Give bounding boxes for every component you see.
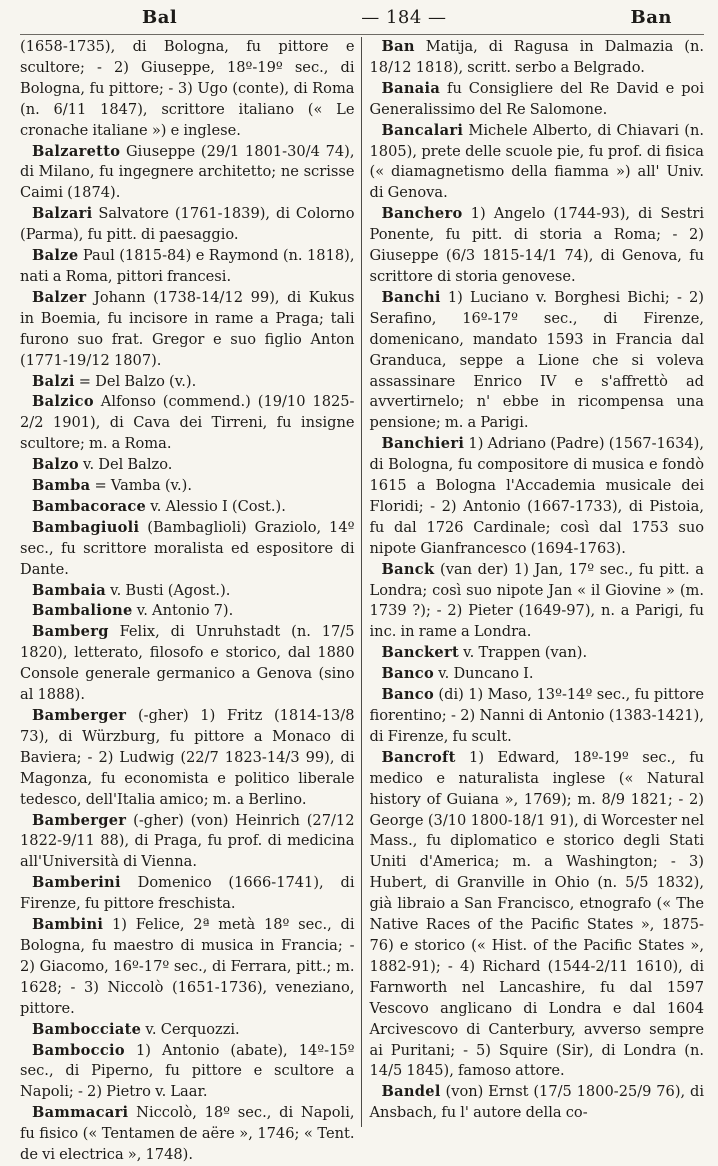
dictionary-entry <box>370 748 705 1083</box>
entry-headword: Balzari <box>32 205 93 223</box>
page-header <box>20 0 704 35</box>
dictionary-entry <box>370 204 705 288</box>
two-column-body <box>20 37 704 1164</box>
entry-headword: Banchieri <box>381 435 465 453</box>
entry-text: Alfonso (commend.) (19/10 1825-2/2 1901), di Cava dei Tirreni, fu insigne scultore; m. a Roma. <box>20 393 355 453</box>
dictionary-entry <box>20 706 355 811</box>
entry-text: v. Busti (Agost.). <box>106 581 231 599</box>
entry-text: 1) Edward, 18º-19º sec., fu medico e naturalista inglese (« Natural history of Guiana », 1769); m. 8/9 1821; - 2) George (3/10 1800-18/1 91), di Worcester nel Mass., fu diplomatico e storico degli Stati Uniti d'America; m. a Washington; - 3) Hubert, di Granville in Ohio (n. 5/5 1832), già libraio a San Francisco, etnografo (« The Native Races of the Pacific States », 1875-76) e storico (« Hist. of the Pacific States », 1882-91); - 4) Richard (1544-2/11 1610), di Farnworth nel Lancashire, fu dal 1597 Vescovo anglicano di Londra e dal 1604 Arcivescovo di Canterbury, avverso sempre ai Puritani; - 5) Squire (Sir), di Londra (n. 14/5 1845), famoso attore. <box>369 748 704 1080</box>
entry-headword: Bambaia <box>32 581 106 599</box>
entry-text: Domenico (1666-1741), di Firenze, fu pittore freschista. <box>20 874 355 913</box>
entry-headword: Banco <box>381 686 435 704</box>
dictionary-entry <box>20 873 355 915</box>
entry-text: Salvatore (1761-1839), di Colorno (Parma), fu pitt. di paesaggio. <box>20 205 355 244</box>
entry-headword: Bamba <box>32 477 91 495</box>
entry-headword: Balzaretto <box>32 142 121 160</box>
entry-text: Felix, di Unruhstadt (n. 17/5 1820), letterato, filosofo e storico, dal 1880 Console generale germanico a Genova (sino al 1888). <box>20 623 355 704</box>
entry-headword: Banco <box>381 665 435 683</box>
entry-text: (von) Ernst (17/5 1800-25/9 76), di Ansbach, fu l' autore della co- <box>369 1083 704 1122</box>
entry-text: 1) Luciano v. Borghesi Bichi; - 2) Serafino, 16º-17º sec., di Firenze, domenicano, mandato 1593 in Francia dal Granduca, seppe a Lione che si voleva assassinare Enrico IV e s'affrettò ad avvertirnelo; n' ebbe in ricompensa una pensione; m. a Parigi. <box>369 288 704 432</box>
entry-text: v. Trappen (van). <box>459 644 588 662</box>
entry-headword: Balzo <box>32 456 79 474</box>
dictionary-entry <box>370 560 705 644</box>
entry-text: Paul (1815-84) e Raymond (n. 1818), nati a Roma, pittori francesi. <box>20 247 355 285</box>
entry-headword: Banchero <box>381 205 463 223</box>
right-column <box>362 37 705 1127</box>
dictionary-entry <box>370 643 705 664</box>
entry-text: 1) Antonio (abate), 14º-15º sec., di Piperno, fu pittore e scultore a Napoli; - 2) Pietro v. Laar. <box>20 1041 355 1101</box>
entry-text: (-gher) (von) Heinrich (27/12 1822-9/11 88), di Praga, fu prof. di medicina all'Università di Vienna. <box>20 811 355 871</box>
entry-text: Michele Alberto, di Chiavari (n. 1805), prete delle scuole pie, fu prof. di fisica (« diamagnetismo della fiamma ») all' Univ. di Genova. <box>369 121 704 202</box>
entry-text: (-gher) 1) Fritz (1814-13/8 73), di Würzburg, fu pittore a Monaco di Baviera; - 2) Ludwig (22/7 1823-14/3 99), di Magonza, fu economista e politico liberale tedesco, dell'Italia amico; m. a Berlino. <box>20 707 355 808</box>
left-column <box>20 37 362 1164</box>
entry-text: v. Del Balzo. <box>78 456 173 474</box>
dictionary-entry <box>20 497 355 518</box>
entry-text: (van der) 1) Jan, 17º sec., fu pitt. a Londra; così suo nipote Jan « il Giovine » (m. 1739 ?); - 2) Pieter (1649-97), n. a Parigi, fu inc. in rame a Londra. <box>369 560 704 641</box>
entry-text: v. Cerquozzi. <box>141 1020 240 1038</box>
entry-text: Niccolò, 18º sec., di Napoli, fu fisico (« Tentamen de aëre », 1746; « Tent. de vi electrica », 1748). <box>20 1104 355 1164</box>
entry-headword: Banck <box>381 560 435 578</box>
entry-headword: Bamberger <box>32 811 127 829</box>
entry-headword: Bancalari <box>381 121 464 139</box>
entry-headword: Bamberger <box>32 707 127 724</box>
entry-headword: Bambacorace <box>32 497 147 515</box>
dictionary-entry <box>370 288 705 434</box>
dictionary-entry <box>20 392 355 455</box>
dictionary-entry <box>20 288 355 372</box>
entry-headword: Bambini <box>32 916 104 934</box>
dictionary-entry <box>20 37 355 142</box>
entry-headword: Banchi <box>381 288 441 306</box>
entry-headword: Balzi <box>32 372 75 390</box>
entry-text: 1) Felice, 2ª metà 18º sec., di Bologna, fu maestro di musica in Francia; - 2) Giacomo, 16º-17º sec., di Ferrara, pitt.; m. 1628; - 3) Niccolò (1651-1736), veneziano, pittore. <box>20 916 355 1017</box>
dictionary-entry <box>20 246 355 288</box>
entry-headword: Bamberg <box>32 623 109 641</box>
entry-headword: Balze <box>32 247 79 265</box>
dictionary-entry <box>370 664 705 685</box>
entry-headword: Ban <box>381 38 415 55</box>
entry-headword: Bamboccio <box>32 1041 125 1059</box>
entry-text: v. Alessio I (Cost.). <box>146 497 286 515</box>
entry-text: v. Antonio 7). <box>132 602 234 620</box>
entry-text: (1658-1735), di Bologna, fu pittore e scultore; - 2) Giuseppe, 18º-19º sec., di Bologna, fu pittore; - 3) Ugo (conte), di Roma (n. 6/11 1847), scrittore italiano (« Le cronache italiane ») e inglese. <box>20 38 355 139</box>
entry-text: (di) 1) Maso, 13º-14º sec., fu pittore fiorentino; - 2) Nanni di Antonio (1383-1421), di Firenze, fu scult. <box>369 686 704 745</box>
entry-text: = Vamba (v.). <box>90 477 193 495</box>
entry-text: v. Duncano I. <box>434 665 534 683</box>
dictionary-entry <box>20 1020 355 1041</box>
entry-headword: Banaia <box>381 79 441 97</box>
dictionary-entry <box>20 1103 355 1166</box>
dictionary-entry <box>370 1082 705 1124</box>
dictionary-entry <box>20 372 355 393</box>
dictionary-entry <box>20 518 355 581</box>
dictionary-entry <box>20 811 355 874</box>
dictionary-entry <box>20 455 355 476</box>
dictionary-entry <box>20 622 355 706</box>
dictionary-entry <box>370 79 705 121</box>
entry-text: Johann (1738-14/12 99), di Kukus in Boemia, fu incisore in rame a Praga; tali furono suo frat. Gregor e suo figlio Anton (1771-19/12 1807). <box>20 288 355 369</box>
entry-headword: Balzer <box>32 288 87 306</box>
dictionary-entry <box>20 581 355 602</box>
entry-text: Giuseppe (29/1 1801-30/4 74), di Milano, fu ingegnere architetto; ne scrisse Caimi (1874). <box>20 142 355 202</box>
dictionary-entry <box>20 204 355 246</box>
entry-text: fu Consigliere del Re David e poi Generalissimo del Re Salomone. <box>369 79 704 118</box>
entry-text: = Del Balzo (v.). <box>74 372 197 390</box>
entry-headword: Bandel <box>381 1083 441 1101</box>
entry-headword: Bambalione <box>32 602 133 620</box>
entry-headword: Bamberini <box>32 874 121 892</box>
dictionary-entry <box>20 142 355 205</box>
running-head-right: Ban <box>630 6 672 28</box>
entry-headword: Bambagiuoli <box>32 518 140 536</box>
dictionary-entry <box>370 434 705 559</box>
entry-text: 1) Adriano (Padre) (1567-1634), di Bologna, fu compositore di musica e fondò 1615 a Bologna l'Accademia musicale dei Floridi; - 2) Antonio (1667-1733), di Pistoia, fu dal 1726 Cardinale; così dal 1753 suo nipote Gianfrancesco (1694-1763). <box>369 435 704 557</box>
entry-text: 1) Angelo (1744-93), di Sestri Ponente, fu pitt. di storia a Roma; - 2) Giuseppe (6/3 1815-14/1 74), di Genova, fu scrittore di storia genovese. <box>369 205 704 285</box>
entry-text: Matija, di Ragusa in Dalmazia (n. 18/12 1818), scritt. serbo a Belgrado. <box>369 38 704 76</box>
running-head-left: Bal <box>142 6 178 28</box>
dictionary-entry <box>20 601 355 622</box>
dictionary-entry <box>20 915 355 1020</box>
entry-text: (Bambaglioli) Graziolo, 14º sec., fu scrittore moralista ed espositore di Dante. <box>20 518 355 578</box>
entry-headword: Banckert <box>381 644 460 662</box>
entry-headword: Bambocciate <box>32 1020 142 1038</box>
page-number: — 184 — <box>361 6 447 28</box>
entry-headword: Bancroft <box>381 748 456 766</box>
dictionary-entry <box>20 476 355 497</box>
dictionary-entry <box>370 121 705 205</box>
dictionary-entry <box>370 37 705 79</box>
dictionary-entry <box>20 1041 355 1104</box>
entry-headword: Bammacari <box>32 1104 129 1122</box>
dictionary-entry <box>370 685 705 748</box>
entry-headword: Balzico <box>32 393 94 411</box>
